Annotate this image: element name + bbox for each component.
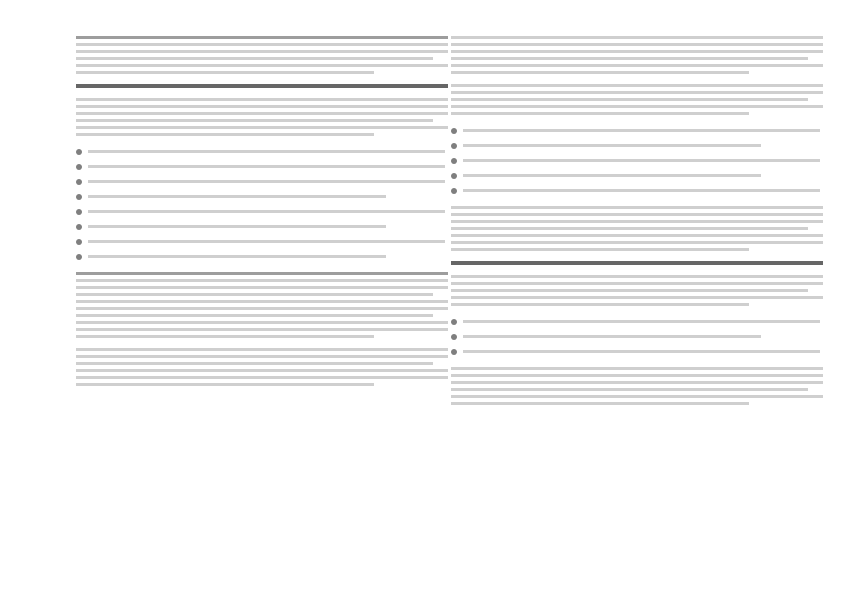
left-heading-1 [76, 84, 448, 88]
list-item [451, 140, 823, 151]
text-line [451, 402, 749, 405]
text-line [76, 355, 448, 358]
list-item [451, 346, 823, 357]
list-item [451, 185, 823, 196]
text-line [451, 248, 749, 251]
list-item-line [88, 255, 386, 258]
text-line [451, 227, 808, 230]
text-line [451, 296, 823, 299]
list-item [76, 251, 448, 262]
text-line [76, 307, 448, 310]
text-line [76, 57, 433, 60]
text-line [76, 369, 448, 372]
text-line [76, 126, 448, 129]
text-line [76, 98, 448, 101]
text-line [451, 395, 823, 398]
left-list-1 [76, 146, 448, 262]
text-line [451, 43, 823, 46]
text-line [451, 84, 823, 87]
bullet-icon [76, 164, 82, 170]
bullet-icon [451, 319, 457, 325]
bullet-icon [76, 149, 82, 155]
text-line [76, 383, 374, 386]
text-line [76, 335, 374, 338]
section-heading-line [451, 261, 823, 265]
list-item [451, 155, 823, 166]
text-line [451, 241, 823, 244]
bullet-icon [451, 349, 457, 355]
text-line [451, 71, 749, 74]
section-heading-line [76, 84, 448, 88]
list-item-line [88, 180, 445, 183]
bullet-icon [451, 158, 457, 164]
text-line [451, 289, 808, 292]
list-item [76, 191, 448, 202]
right-paragraph-1 [451, 36, 823, 74]
right-list-1 [451, 125, 823, 196]
text-line [451, 64, 823, 67]
text-line [76, 300, 448, 303]
list-item-line [463, 144, 761, 147]
text-line [76, 64, 448, 67]
list-item-line [463, 350, 820, 353]
text-line [76, 36, 448, 39]
text-line [76, 321, 448, 324]
text-line [451, 367, 823, 370]
text-line [451, 98, 808, 101]
bullet-icon [76, 254, 82, 260]
text-line [76, 293, 433, 296]
list-item [76, 176, 448, 187]
text-line [451, 282, 823, 285]
list-item [76, 161, 448, 172]
text-line [451, 112, 749, 115]
bullet-icon [76, 194, 82, 200]
text-line [451, 36, 823, 39]
list-item [451, 316, 823, 327]
right-paragraph-2 [451, 84, 823, 115]
text-line [451, 381, 823, 384]
list-item-line [463, 189, 820, 192]
text-line [76, 112, 448, 115]
text-line [451, 206, 823, 209]
right-paragraph-3 [451, 206, 823, 251]
text-line [451, 374, 823, 377]
bullet-icon [451, 143, 457, 149]
text-line [451, 50, 823, 53]
list-item-line [88, 240, 445, 243]
text-line [76, 362, 433, 365]
left-column [76, 32, 448, 396]
text-line [76, 71, 374, 74]
text-line [76, 272, 448, 275]
right-paragraph-4 [451, 275, 823, 306]
bullet-icon [451, 188, 457, 194]
text-line [451, 303, 749, 306]
list-item-line [463, 174, 761, 177]
text-line [451, 213, 823, 216]
text-line [76, 133, 374, 136]
text-line [451, 220, 823, 223]
list-item-line [463, 159, 820, 162]
list-item-line [88, 150, 445, 153]
list-item [76, 221, 448, 232]
bullet-icon [76, 224, 82, 230]
bullet-icon [76, 239, 82, 245]
text-line [451, 105, 823, 108]
text-line [76, 376, 448, 379]
list-item-line [463, 335, 761, 338]
text-line [76, 279, 448, 282]
list-item-line [88, 165, 445, 168]
text-line [76, 328, 448, 331]
list-item [451, 170, 823, 181]
bullet-icon [451, 173, 457, 179]
text-line [451, 91, 823, 94]
right-paragraph-5 [451, 367, 823, 405]
text-line [451, 57, 808, 60]
list-item [76, 236, 448, 247]
text-line [76, 50, 448, 53]
right-column [451, 32, 823, 415]
text-line [76, 348, 448, 351]
text-line [76, 43, 448, 46]
list-item-line [88, 225, 386, 228]
bullet-icon [76, 179, 82, 185]
list-item [76, 146, 448, 157]
left-paragraph-4 [76, 348, 448, 386]
text-line [76, 314, 433, 317]
list-item-line [463, 320, 820, 323]
list-item [451, 331, 823, 342]
bullet-icon [76, 209, 82, 215]
text-line [451, 275, 823, 278]
left-paragraph-2 [76, 98, 448, 136]
bullet-icon [451, 334, 457, 340]
text-line [76, 105, 448, 108]
list-item-line [88, 195, 386, 198]
bullet-icon [451, 128, 457, 134]
left-paragraph-1 [76, 36, 448, 74]
list-item-line [88, 210, 445, 213]
text-line [451, 234, 823, 237]
text-line [76, 286, 448, 289]
list-item-line [463, 129, 820, 132]
list-item [451, 125, 823, 136]
left-paragraph-3 [76, 272, 448, 338]
text-line [76, 119, 433, 122]
right-list-2 [451, 316, 823, 357]
list-item [76, 206, 448, 217]
text-line [451, 388, 808, 391]
right-heading-1 [451, 261, 823, 265]
